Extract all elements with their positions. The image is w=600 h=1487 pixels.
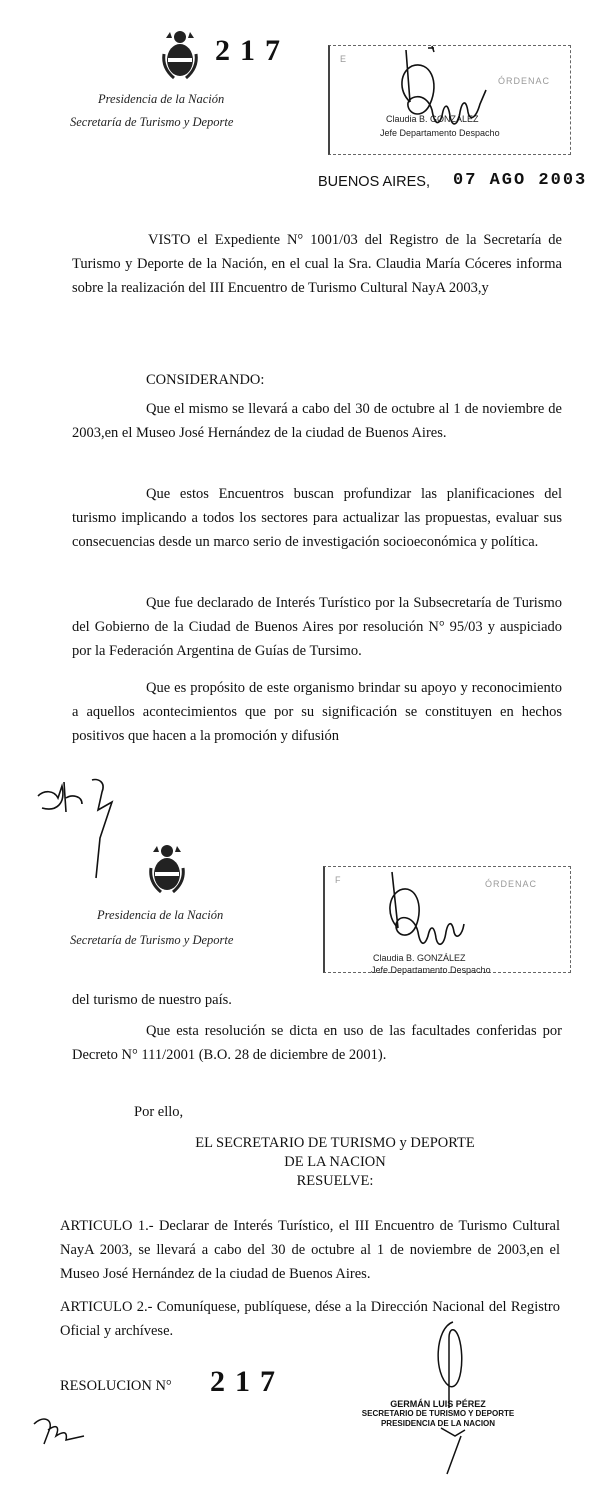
- handwritten-signature-2: [362, 862, 482, 962]
- continuation-line: del turismo de nuestro país.: [72, 992, 232, 1008]
- stamp-top-text-right-2: ÓRDENAC: [485, 879, 538, 889]
- stamp-name-2: Claudia B. GONZÁLEZ: [373, 953, 466, 963]
- resolves-heading-line-3: RESUELVE:: [296, 1173, 374, 1189]
- visto-paragraph: VISTO el Expediente N° 1001/03 del Registro de la Secretaría de Turismo y Deporte de la Nación, en el cual la Sra. Claudia María Cóceres informa sobre la realización del III Encuentro de Turismo Cultural NayA 2003,y: [72, 232, 562, 296]
- institution-line-2-p2: Secretaría de Turismo y Deporte: [70, 933, 234, 947]
- secretary-signature: [405, 1318, 485, 1478]
- signatory-role-2: PRESIDENCIA DE LA NACION: [380, 1419, 496, 1428]
- considerando-paragraph-1: Que el mismo se llevará a cabo del 30 de octubre al 1 de noviembre de 2003,en el Museo José Hernández de la ciudad de Buenos Aires.: [72, 401, 562, 441]
- considerando-paragraph-3: Que fue declarado de Interés Turístico por la Subsecretaría de Turismo del Gobierno de la Ciudad de Buenos Aires por resolución N° 95/03 y auspiciado por la Federación Argentina de Guías de Tursimo.: [72, 595, 562, 659]
- date-stamp: 07 AGO 2003: [453, 171, 588, 190]
- considerando-paragraph-5: Que esta resolución se dicta en uso de las facultades conferidas por Decreto N° 111/2001 (B.O. 28 de diciembre de 2001).: [72, 1023, 562, 1063]
- institution-line-2: Secretaría de Turismo y Deporte: [70, 115, 234, 129]
- stamp-role: Jefe Departamento Despacho: [380, 128, 500, 138]
- article-1: ARTICULO 1.- Declarar de Interés Turístico, el III Encuentro de Turismo Cultural NayA 2003, se llevará a cabo del 30 de octubre al 1 de noviembre de 2003,en el Museo José Hernández de la ciudad de Buenos Aires.: [60, 1218, 560, 1282]
- handwritten-signature: [370, 42, 510, 147]
- resolution-label: RESOLUCION N°: [60, 1378, 172, 1394]
- initials-signature-2: [28, 1410, 98, 1450]
- considerando-paragraph-4: Que es propósito de este organismo brindar su apoyo y reconocimiento a aquellos acontecimientos que por su significación se constituyen en hechos positivos que hacen a la promoción y difusión: [72, 680, 562, 744]
- stamp-name: Claudia B. GONZÁLEZ: [386, 114, 479, 124]
- resolves-heading-line-1: EL SECRETARIO DE TURISMO y DEPORTE: [195, 1135, 475, 1151]
- coat-of-arms-icon: [160, 28, 200, 80]
- signatory-block: [348, 1399, 528, 1429]
- article-2: ARTICULO 2.- Comuníquese, publíquese, dése a la Dirección Nacional del Registro Oficial y archívese.: [60, 1299, 560, 1339]
- signatory-role-1: SECRETARIO DE TURISMO Y DEPORTE: [361, 1409, 515, 1418]
- resolves-heading-line-2: DE LA NACION: [284, 1154, 386, 1170]
- institution-line-1: Presidencia de la Nación: [98, 92, 225, 106]
- resolution-number: 217: [210, 1365, 285, 1398]
- stamp-role-2: Jefe Departamento Despacho: [371, 965, 491, 975]
- initials-signature: [28, 768, 138, 883]
- place: BUENOS AIRES,: [318, 174, 431, 190]
- institution-line-1-p2: Presidencia de la Nación: [97, 908, 224, 922]
- signatory-name: GERMÁN LUIS PÉREZ: [390, 1399, 486, 1409]
- stamp-top-text-2: F: [335, 875, 342, 885]
- considerando-paragraph-2: Que estos Encuentros buscan profundizar las planificaciones del turismo implicando a todos los sectores para actualizar las propuestas, evaluar sus consecuencias desde un marco serio de investigación socioeconómica y política.: [72, 486, 562, 550]
- document-number: 217: [215, 34, 290, 67]
- por-ello: Por ello,: [134, 1104, 184, 1120]
- stamp-top-text: E: [340, 54, 348, 64]
- stamp-top-text-right: ÓRDENAC: [498, 76, 551, 86]
- considerando-heading: CONSIDERANDO:: [146, 372, 265, 388]
- coat-of-arms-icon-2: [147, 842, 187, 894]
